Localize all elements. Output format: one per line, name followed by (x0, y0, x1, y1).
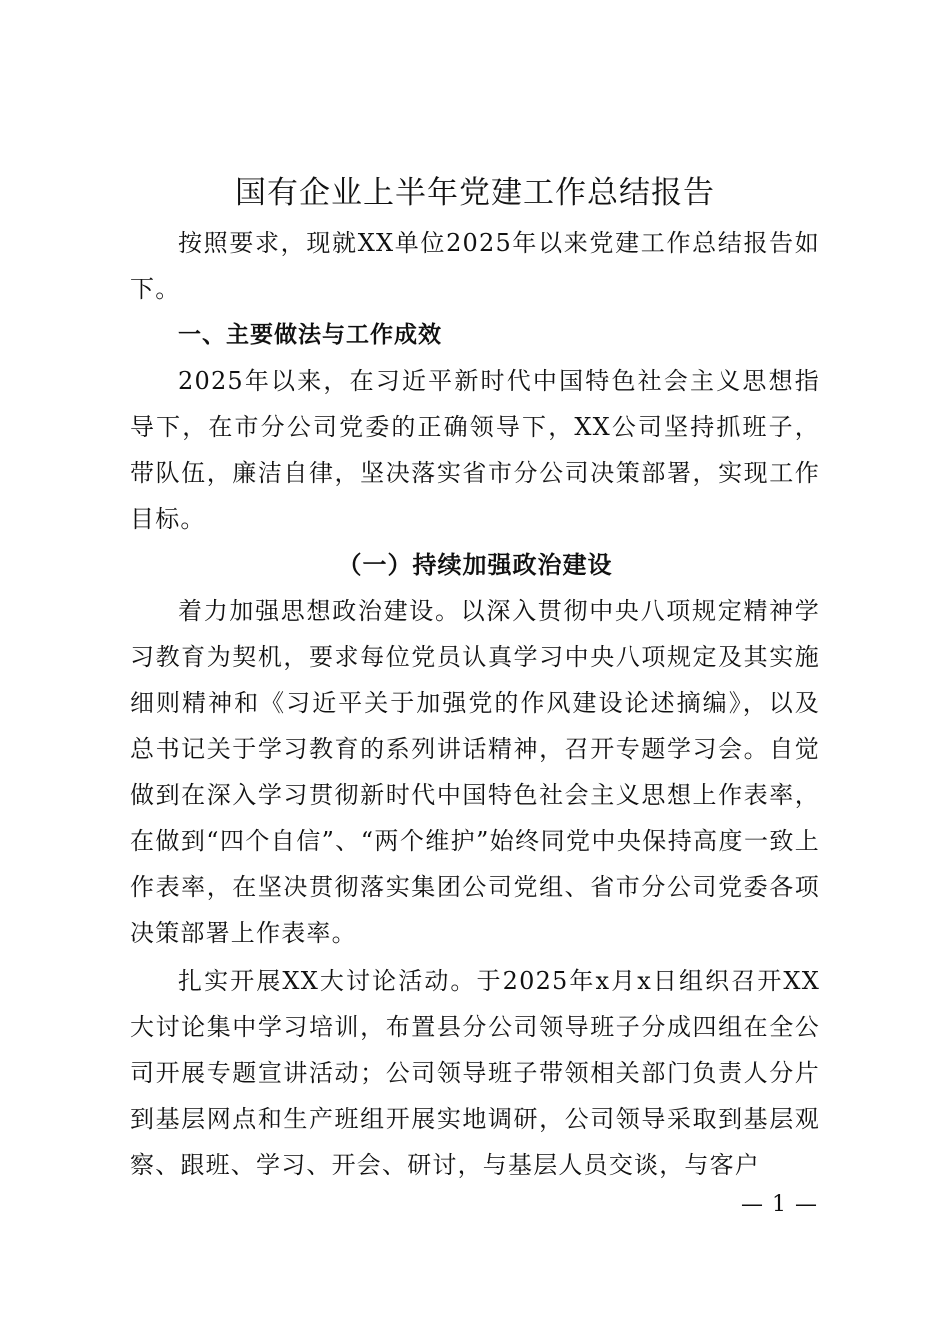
paragraph-ideological-construction: 着力加强思想政治建设。以深入贯彻中央八项规定精神学习教育为契机，要求每位党员认真学习中央八项规定及其实施细则精神和《习近平关于加强党的作风建设论述摘编》，以及总书记关于学习教育的系列讲话精神，召开专题学习会。自觉做到在深入学习贯彻新时代中国特色社会主义思想上作表率，在做到“四个自信”、“两个维护”始终同党中央保持高度一致上作表率，在坚决贯彻落实集团公司党组、省市分公司党委各项决策部署上作表率。 (130, 597, 820, 947)
subsection-heading-political-construction: （一）持续加强政治建设 (337, 550, 613, 579)
section-heading-main-practices: 一、主要做法与工作成效 (178, 322, 442, 348)
document-title: 国有企业上半年党建工作总结报告 (235, 175, 715, 211)
paragraph-discussion-activity: 扎实开展XX大讨论活动。于2025年x月x日组织召开XX大讨论集中学习培训，布置县分公司领导班子分成四组在全公司开展专题宣讲活动；公司领导班子带领相关部门负责人分片到基层网点和生产班组开展实地调研，公司领导采取到基层观察、跟班、学习、开会、研讨，与基层人员交谈，与客户 (130, 967, 820, 1179)
page-number: — 1 — (741, 1192, 818, 1217)
document-body (130, 168, 820, 1188)
intro-paragraph: 按照要求，现就XX单位2025年以来党建工作总结报告如下。 (130, 229, 820, 303)
section-paragraph-overview: 2025年以来，在习近平新时代中国特色社会主义思想指导下，在市分公司党委的正确领导下，XX公司坚持抓班子，带队伍，廉洁自律，坚决落实省市分公司决策部署，实现工作目标。 (130, 367, 820, 533)
